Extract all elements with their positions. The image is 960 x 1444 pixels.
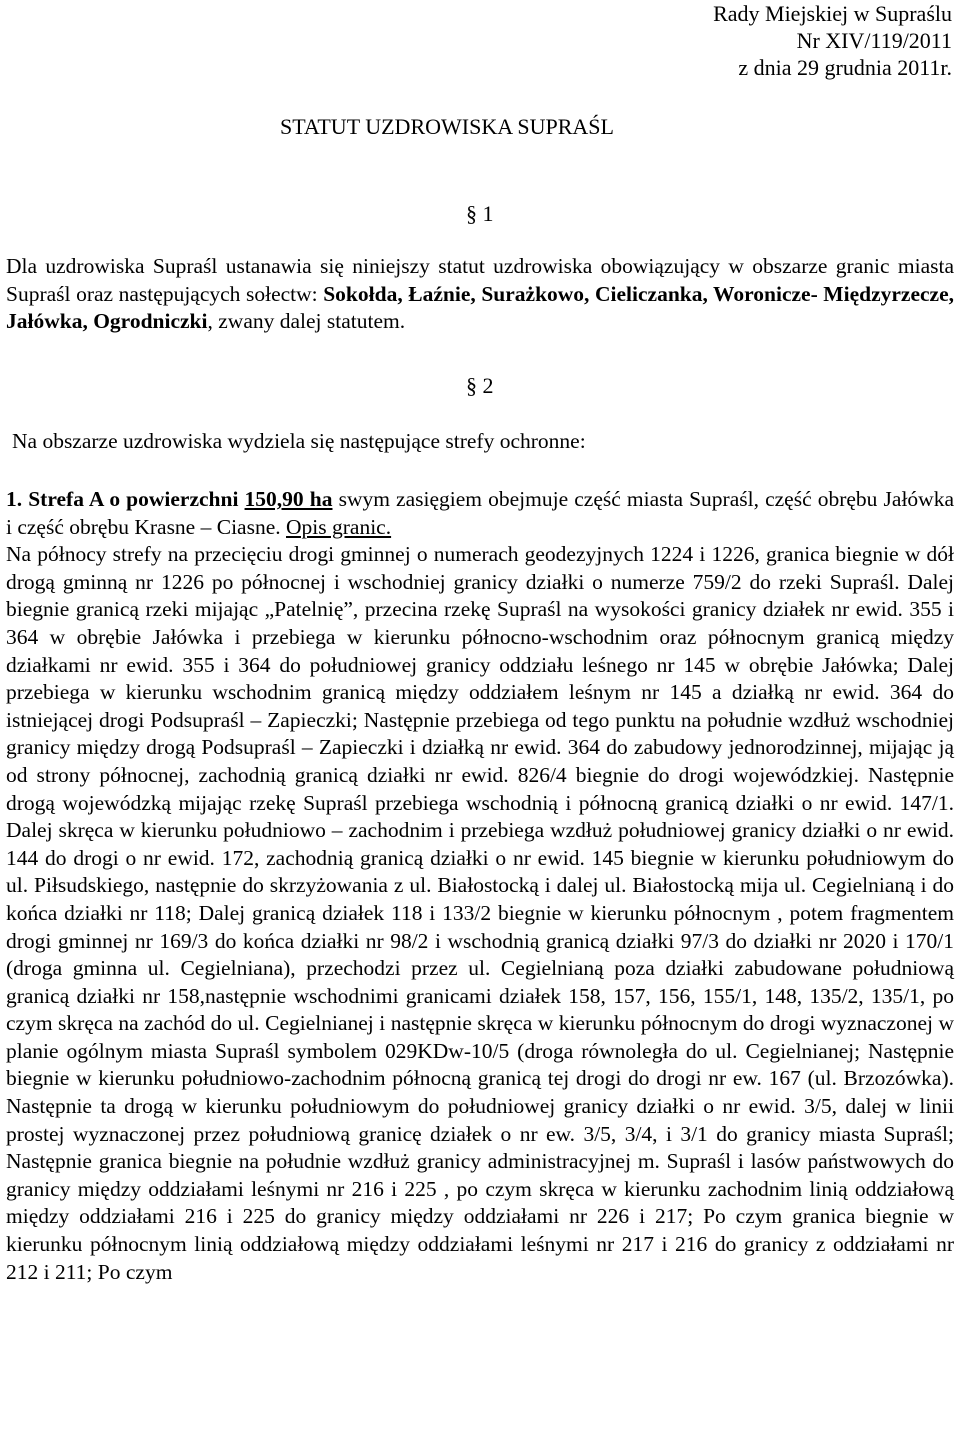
document-title: STATUT UZDROWISKA SUPRAŚL: [280, 114, 614, 139]
header-council: Rady Miejskiej w Supraślu: [713, 1, 952, 26]
section-1-mark: § 1: [466, 201, 494, 226]
header-date: z dnia 29 grudnia 2011r.: [738, 55, 952, 80]
section-2-intro: Na obszarze uzdrowiska wydziela się następujące strefy ochronne:: [12, 429, 586, 453]
zone-a-heading: 1. Strefa A o powierzchni: [6, 487, 245, 511]
boundary-description-link[interactable]: Opis granic.: [286, 514, 392, 539]
zone-a-text: swym zasięgiem obejmuje część miasta Supraśl, część obrębu Jałówka i część obrębu Krasne – Ciasne.: [6, 487, 954, 539]
zone-a-paragraph: [6, 486, 954, 1286]
resolution-header: [713, 0, 952, 81]
section-1-text-a: Dla uzdrowiska Supraśl ustanawia się niniejszy statut uzdrowiska obowiązujący w obszarze granic miasta Supraśl oraz następujących sołectw:: [6, 254, 954, 306]
section-1-paragraph: [6, 253, 954, 336]
section-1-villages: Sokołda, Łaźnie, Surażkowo, Cieliczanka, Woronicze- Międzyrzecze, Jałówka, Ogrodniczki: [6, 281, 954, 334]
zone-a-boundary-description: Na północy strefy na przecięciu drogi gminnej o numerach geodezyjnych 1224 i 1226, granica biegnie w dół drogą gminną nr 1226 po północnej i wschodniej granicy działki o numerze 759/2 do rzeki Supraśl. Dalej biegnie granicą rzeki mijając „Patelnię”, przecina rzekę Supraśl na wysokości granicy działek nr ewid. 355 i 364 w obrębie Jałówka i przebiega w kierunku północno-wschodnim oraz północnym granicą między działkami nr ewid. 355 i 364 do południowej granicy oddziału leśnego nr 145 w obrębie Jałówka; Dalej przebiega w kierunku wschodnim granicą między oddziałem leśnym nr 145 a działką nr ewid. 364 do istniejącej drogi Podsupraśl – Zapieczki; Następnie przebiega od tego punktu na południe wzdłuż wschodniej granicy między drogą Podsupraśl – Zapieczki i działką nr ewid. 364 do zabudowy jednorodzinnej, mijając ją od strony północnej, zachodnią granicą działki nr ewid. 826/4 biegnie do drogi wojewódzkiej. Następnie drogą wojewódzką mijając rzekę Supraśl przebiega wschodnią i północną granicą działki o nr ewid. 147/1. Dalej skręca w kierunku południowo – zachodnim i przebiega wzdłuż południowej granicy działki o nr ewid. 144 do drogi o nr ewid. 172, zachodnią granicą działki o nr ewid. 145 biegnie w kierunku południowym do ul. Piłsudskiego, następnie do skrzyżowania z ul. Białostocką i dalej ul. Białostocką mija ul. Cegielnianą i do końca działki nr 118; Dalej granicą działek 118 i 133/2 biegnie w kierunku północnym , potem fragmentem drogi gminnej nr 169/3 do końca działki nr 98/2 i wschodnią granicą działki 97/3 do działki nr 2020 i 170/1 (droga gminna ul. Cegielniana), przechodzi przez ul. Cegielnianą poza działki zabudowane południową granicą działki nr 158,następnie wschodnimi granicami działek 158, 157, 156, 155/1, 148, 135/2, 135/1, po czym skręca na zachód do ul. Cegielnianej i następnie skręca w kierunku północnym do drogi wyznaczonej w planie ogólnym miasta Supraśl symbolem 029KDw-10/5 (droga równoległa do ul. Cegielnianej; Następnie biegnie w kierunku południowo-zachodnim północną granicą tej drogi do drogi nr ew. 167 (ul. Brzozówka). Następnie ta drogą w kierunku południowym do południowej granicy działki o nr ewid. 3/5, dalej w linii prostej wyznaczonej przez południową granicę działek o nr ew. 3/5, 3/4, i 3/1 do granicy miasta Supraśl; Następnie granica biegnie na południe wzdłuż granicy administracyjnej m. Supraśl i lasów państwowych do granicy między oddziałami leśnymi nr 216 i 225 , po czym skręca w kierunku zachodnim linią oddziałową między oddziałami 216 i 225 do granicy między oddziałami nr 226 i 217; Po czym granica biegnie w kierunku północnym linią oddziałową między oddziałami leśnymi nr 217 i 216 do granicy z oddziałami nr 212 i 211; Po czym: [6, 542, 954, 1284]
zone-a-area: 150,90 ha: [244, 487, 333, 511]
section-2-mark: § 2: [466, 373, 494, 398]
section-1-text-b: , zwany dalej statutem.: [207, 309, 406, 334]
header-number: Nr XIV/119/2011: [796, 28, 952, 53]
